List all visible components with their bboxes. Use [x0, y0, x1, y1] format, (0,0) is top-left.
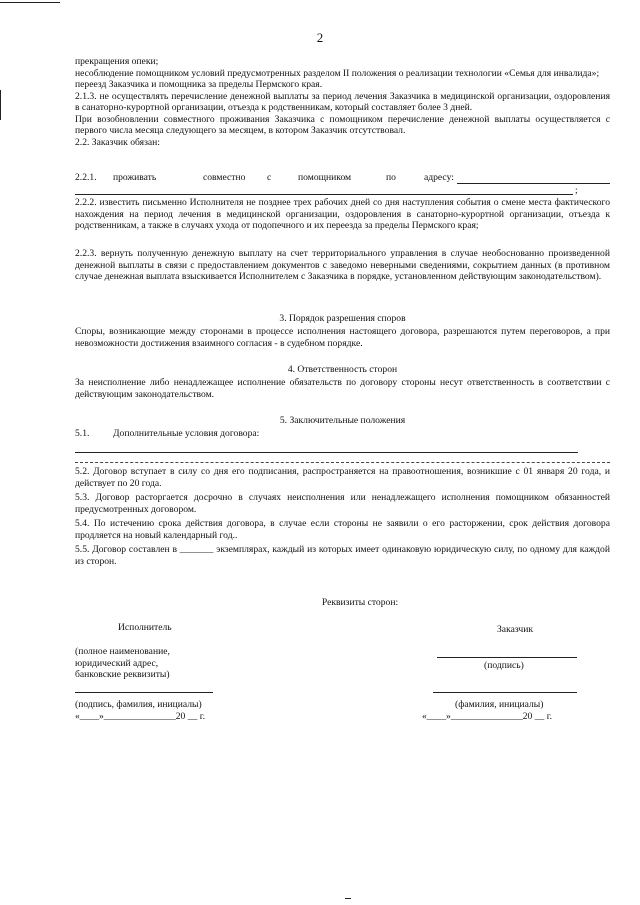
additional-terms-line: [75, 452, 578, 453]
page-number: 2: [316, 30, 324, 45]
clause-22-heading: 2.2. Заказчик обязан:: [75, 136, 160, 148]
clause-55: 5.5. Договор составлен в _______ экземплярах, каждый из которых имеет одинаковую юридическую силу, по одному для каждой из сторон.: [75, 544, 610, 567]
clause-52: 5.2. Договор вступает в силу со дня его подписания, распространяется на правоотношения, возникшие с 01 января 20 года, и действует по 20 года.: [75, 466, 610, 489]
clause-222: 2.2.2. известить письменно Исполнителя не позднее трех рабочих дней со дня наступления события о смене места фактического нахождения на период лечения в медицинской организации, оздоровления в санаторно-курортной организации, отъезда к родственникам, а также в случаях ухода от подопечного и их переезда за пределы Пермского края;: [75, 197, 610, 231]
executor-info: [75, 646, 170, 681]
address-fill-line: [457, 183, 610, 184]
section-4-text: За неисполнение либо ненадлежащее исполнение обязательств по договору стороны несут ответственность в соответствии с действующим законодательством.: [75, 377, 610, 400]
scan-edge-top: [0, 2, 60, 3]
executor-info-line: юридический адрес,: [75, 657, 159, 669]
clause-221-word: проживать: [113, 172, 157, 183]
paragraph-resume: При возобновлении совместного проживания Заказчика с помощником перечисление денежной выплаты осуществляется с первого числа месяца следующего за месяцем, в котором Заказчик отсутствовал.: [75, 113, 610, 136]
clause-221-num: 2.2.1.: [75, 172, 97, 183]
clause-53: 5.3. Договор расторгается досрочно в случаях неисполнения или ненадлежащего исполнения помощником обязанностей предусмотренных договором.: [75, 492, 610, 515]
executor-label: Исполнитель: [118, 622, 172, 633]
clause-221-end: ;: [575, 185, 578, 196]
executor-sign-line: [75, 692, 213, 693]
clause-223: 2.2.3. вернуть полученную денежную выплату на счет территориального управления в случае необоснованно произведенной денежной выплаты в связи с предоставлением документов с заведомо неверными сведениями, сокрытием данных (в противном случае денежная выплата взыскивается Исполнителем с Заказчика в порядке, установленном действующим законодательством).: [75, 248, 610, 282]
list-item: переезд Заказчика и помощника за пределы Пермского края.: [75, 79, 323, 90]
clause-51-text: Дополнительные условия договора:: [113, 428, 260, 439]
clause-221-word: по: [386, 172, 396, 183]
customer-name-line: [433, 692, 577, 693]
executor-date: «____»_______________20 __ г.: [75, 711, 205, 722]
clause-221-word: совместно: [203, 172, 246, 183]
executor-info-line: (полное наименование,: [75, 646, 170, 657]
executor-sign-caption: (подпись, фамилия, инициалы): [75, 699, 202, 710]
additional-terms-line-2: [75, 462, 610, 463]
customer-date: «____»_______________20 __ г.: [422, 711, 552, 722]
customer-sign-line: [437, 657, 577, 658]
clause-213: 2.1.3. не осуществлять перечисление денежной выплаты за период лечения Заказчика в медицинской организации, оздоровления в санаторно-курортной организации, отъезда к родственникам, который составляет более 3 дней.: [75, 90, 610, 113]
clause-221-word: с: [267, 172, 272, 183]
scan-edge-left: [0, 90, 1, 120]
customer-name-caption: (фамилия, инициалы): [455, 699, 544, 710]
list-item: прекращения опеки;: [75, 56, 159, 67]
clause-54: 5.4. По истечению срока действия договора, в случае если стороны не заявили о его расторжении, срок действия договора продляется на новый календарный год..: [75, 518, 610, 541]
section-5-title: 5. Заключительные положения: [279, 415, 406, 426]
scan-edge-bottom: [345, 898, 351, 899]
clause-221-word: адресу:: [424, 172, 454, 183]
customer-label: Заказчик: [497, 624, 534, 635]
section-3-title: 3. Порядок разрешения споров: [279, 313, 406, 324]
address-fill-line-2: [75, 194, 573, 195]
requisites-title: Реквизиты сторон:: [321, 597, 399, 608]
clause-51-num: 5.1.: [75, 428, 90, 439]
customer-sign-caption: (подпись): [484, 660, 524, 671]
opening-list: [75, 56, 610, 148]
section-4-title: 4. Ответственность сторон: [287, 364, 398, 375]
executor-info-line: банковские реквизиты): [75, 669, 170, 680]
list-item: несоблюдение помощником условий предусмотренных разделом II положения о реализации технологии «Семья для инвалида»;: [75, 67, 600, 79]
clause-221-word: помощником: [298, 172, 352, 183]
section-3-text: Споры, возникающие между сторонами в процессе исполнения настоящего договора, разрешаются путем переговоров, а при невозможности достижения взаимного согласия - в судебном порядке.: [75, 326, 610, 349]
